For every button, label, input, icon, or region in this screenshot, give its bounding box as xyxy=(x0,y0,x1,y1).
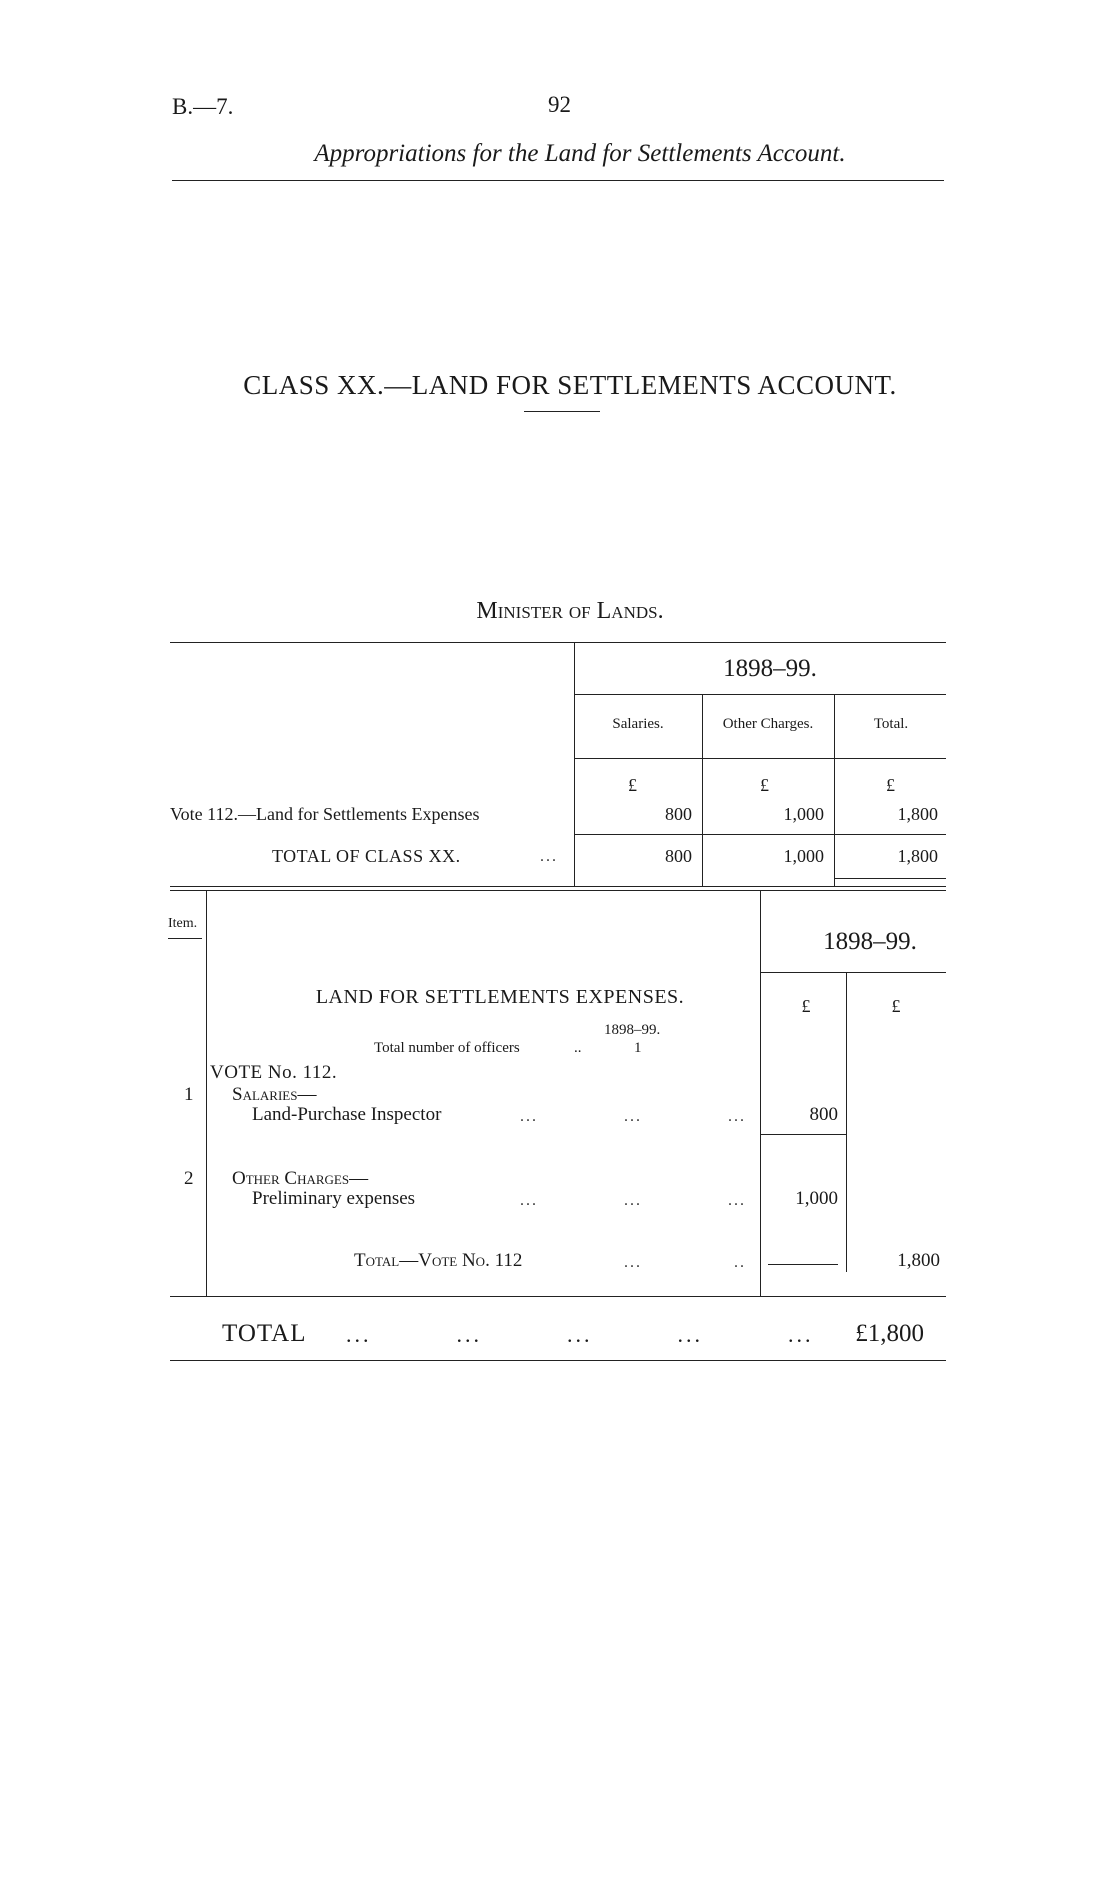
section-double-rule-top xyxy=(170,886,946,887)
item-number: 2 xyxy=(184,1168,194,1189)
grand-total-amount: £1,800 xyxy=(855,1320,924,1347)
grand-total-top-rule xyxy=(170,1296,946,1297)
item-dots: ... xyxy=(520,1108,538,1125)
summary-cell-total: 1,800 xyxy=(897,804,938,824)
header-rule xyxy=(172,180,944,181)
detail-item-header: Item. xyxy=(168,916,198,931)
summary-currency-total: £ xyxy=(886,775,895,795)
item-amount-rule xyxy=(760,1134,846,1135)
minister-heading: Minister of Lands. xyxy=(476,598,664,624)
officers-year: 1898–99. xyxy=(604,1022,661,1038)
summary-subtotal-rule xyxy=(574,834,946,835)
summary-row-label: Vote 112.—Land for Settlements Expenses xyxy=(170,804,480,824)
summary-cell-other: 1,000 xyxy=(783,846,824,866)
summary-col-total: Total. xyxy=(873,716,909,732)
detail-item-divider xyxy=(206,890,207,1296)
item-line: Land-Purchase Inspector xyxy=(252,1104,442,1125)
summary-col-other-charges: Other Charges. xyxy=(722,716,814,732)
detail-year-rule xyxy=(760,972,946,973)
item-category: Salaries— xyxy=(232,1084,317,1105)
vote-total-dots: .. xyxy=(734,1254,746,1271)
class-title: CLASS XX.—LAND FOR SETTLEMENTS ACCOUNT. xyxy=(243,370,897,400)
summary-cell-total: 1,800 xyxy=(897,846,938,866)
detail-year: 1898–99. xyxy=(823,928,917,955)
detail-currency-total: £ xyxy=(891,996,901,1016)
item-category: Other Charges— xyxy=(232,1168,369,1189)
summary-col-divider-1 xyxy=(702,694,703,886)
summary-divider xyxy=(574,642,575,886)
summary-year: 1898–99. xyxy=(723,655,817,682)
vote-heading: VOTE No. 112. xyxy=(210,1062,338,1083)
item-amount: 1,000 xyxy=(795,1188,838,1209)
summary-total-label: TOTAL OF CLASS XX. xyxy=(272,846,461,866)
item-dots: ... xyxy=(624,1108,642,1125)
summary-top-rule xyxy=(170,642,946,643)
summary-year-rule xyxy=(574,694,946,695)
summary-header-rule xyxy=(574,758,946,759)
item-amount: 800 xyxy=(809,1104,838,1125)
grand-total-bottom-rule xyxy=(170,1360,946,1361)
detail-amount-divider xyxy=(760,890,761,1296)
grand-total-dots: ... ... ... ... ... xyxy=(346,1322,814,1347)
item-dots: ... xyxy=(728,1108,746,1125)
summary-col-salaries: Salaries. xyxy=(612,716,664,732)
page-number: 92 xyxy=(548,92,571,117)
detail-col-divider xyxy=(846,972,847,1272)
summary-cell-salaries: 800 xyxy=(665,846,692,866)
officers-dots: .. xyxy=(574,1040,582,1056)
summary-cell-other: 1,000 xyxy=(783,804,824,824)
detail-heading: LAND FOR SETTLEMENTS EXPENSES. xyxy=(315,986,685,1008)
summary-total-dots: ... xyxy=(540,848,558,865)
summary-total-underline xyxy=(834,878,946,879)
vote-total-dash xyxy=(768,1264,838,1265)
vote-total-dots: ... xyxy=(624,1254,642,1271)
document-reference: B.—7. xyxy=(172,94,234,119)
grand-total-label: TOTAL xyxy=(222,1320,307,1347)
item-number: 1 xyxy=(184,1084,194,1105)
section-double-rule-bottom xyxy=(170,890,946,891)
page-subtitle: Appropriations for the Land for Settlements Account. xyxy=(314,140,846,167)
item-line: Preliminary expenses xyxy=(252,1188,416,1209)
item-dots: ... xyxy=(520,1192,538,1209)
title-underline xyxy=(524,411,600,412)
vote-total-label: Total—Vote No. 112 xyxy=(354,1250,523,1271)
item-dots: ... xyxy=(728,1192,746,1209)
summary-cell-salaries: 800 xyxy=(665,804,692,824)
summary-currency-salaries: £ xyxy=(628,775,637,795)
item-dots: ... xyxy=(624,1192,642,1209)
item-header-rule xyxy=(168,938,202,939)
summary-currency-other: £ xyxy=(760,775,769,795)
vote-total-amount: 1,800 xyxy=(897,1250,940,1271)
summary-col-divider-2 xyxy=(834,694,835,886)
officers-count: 1 xyxy=(634,1040,642,1056)
officers-label: Total number of officers xyxy=(374,1040,520,1056)
detail-currency-items: £ xyxy=(801,996,811,1016)
